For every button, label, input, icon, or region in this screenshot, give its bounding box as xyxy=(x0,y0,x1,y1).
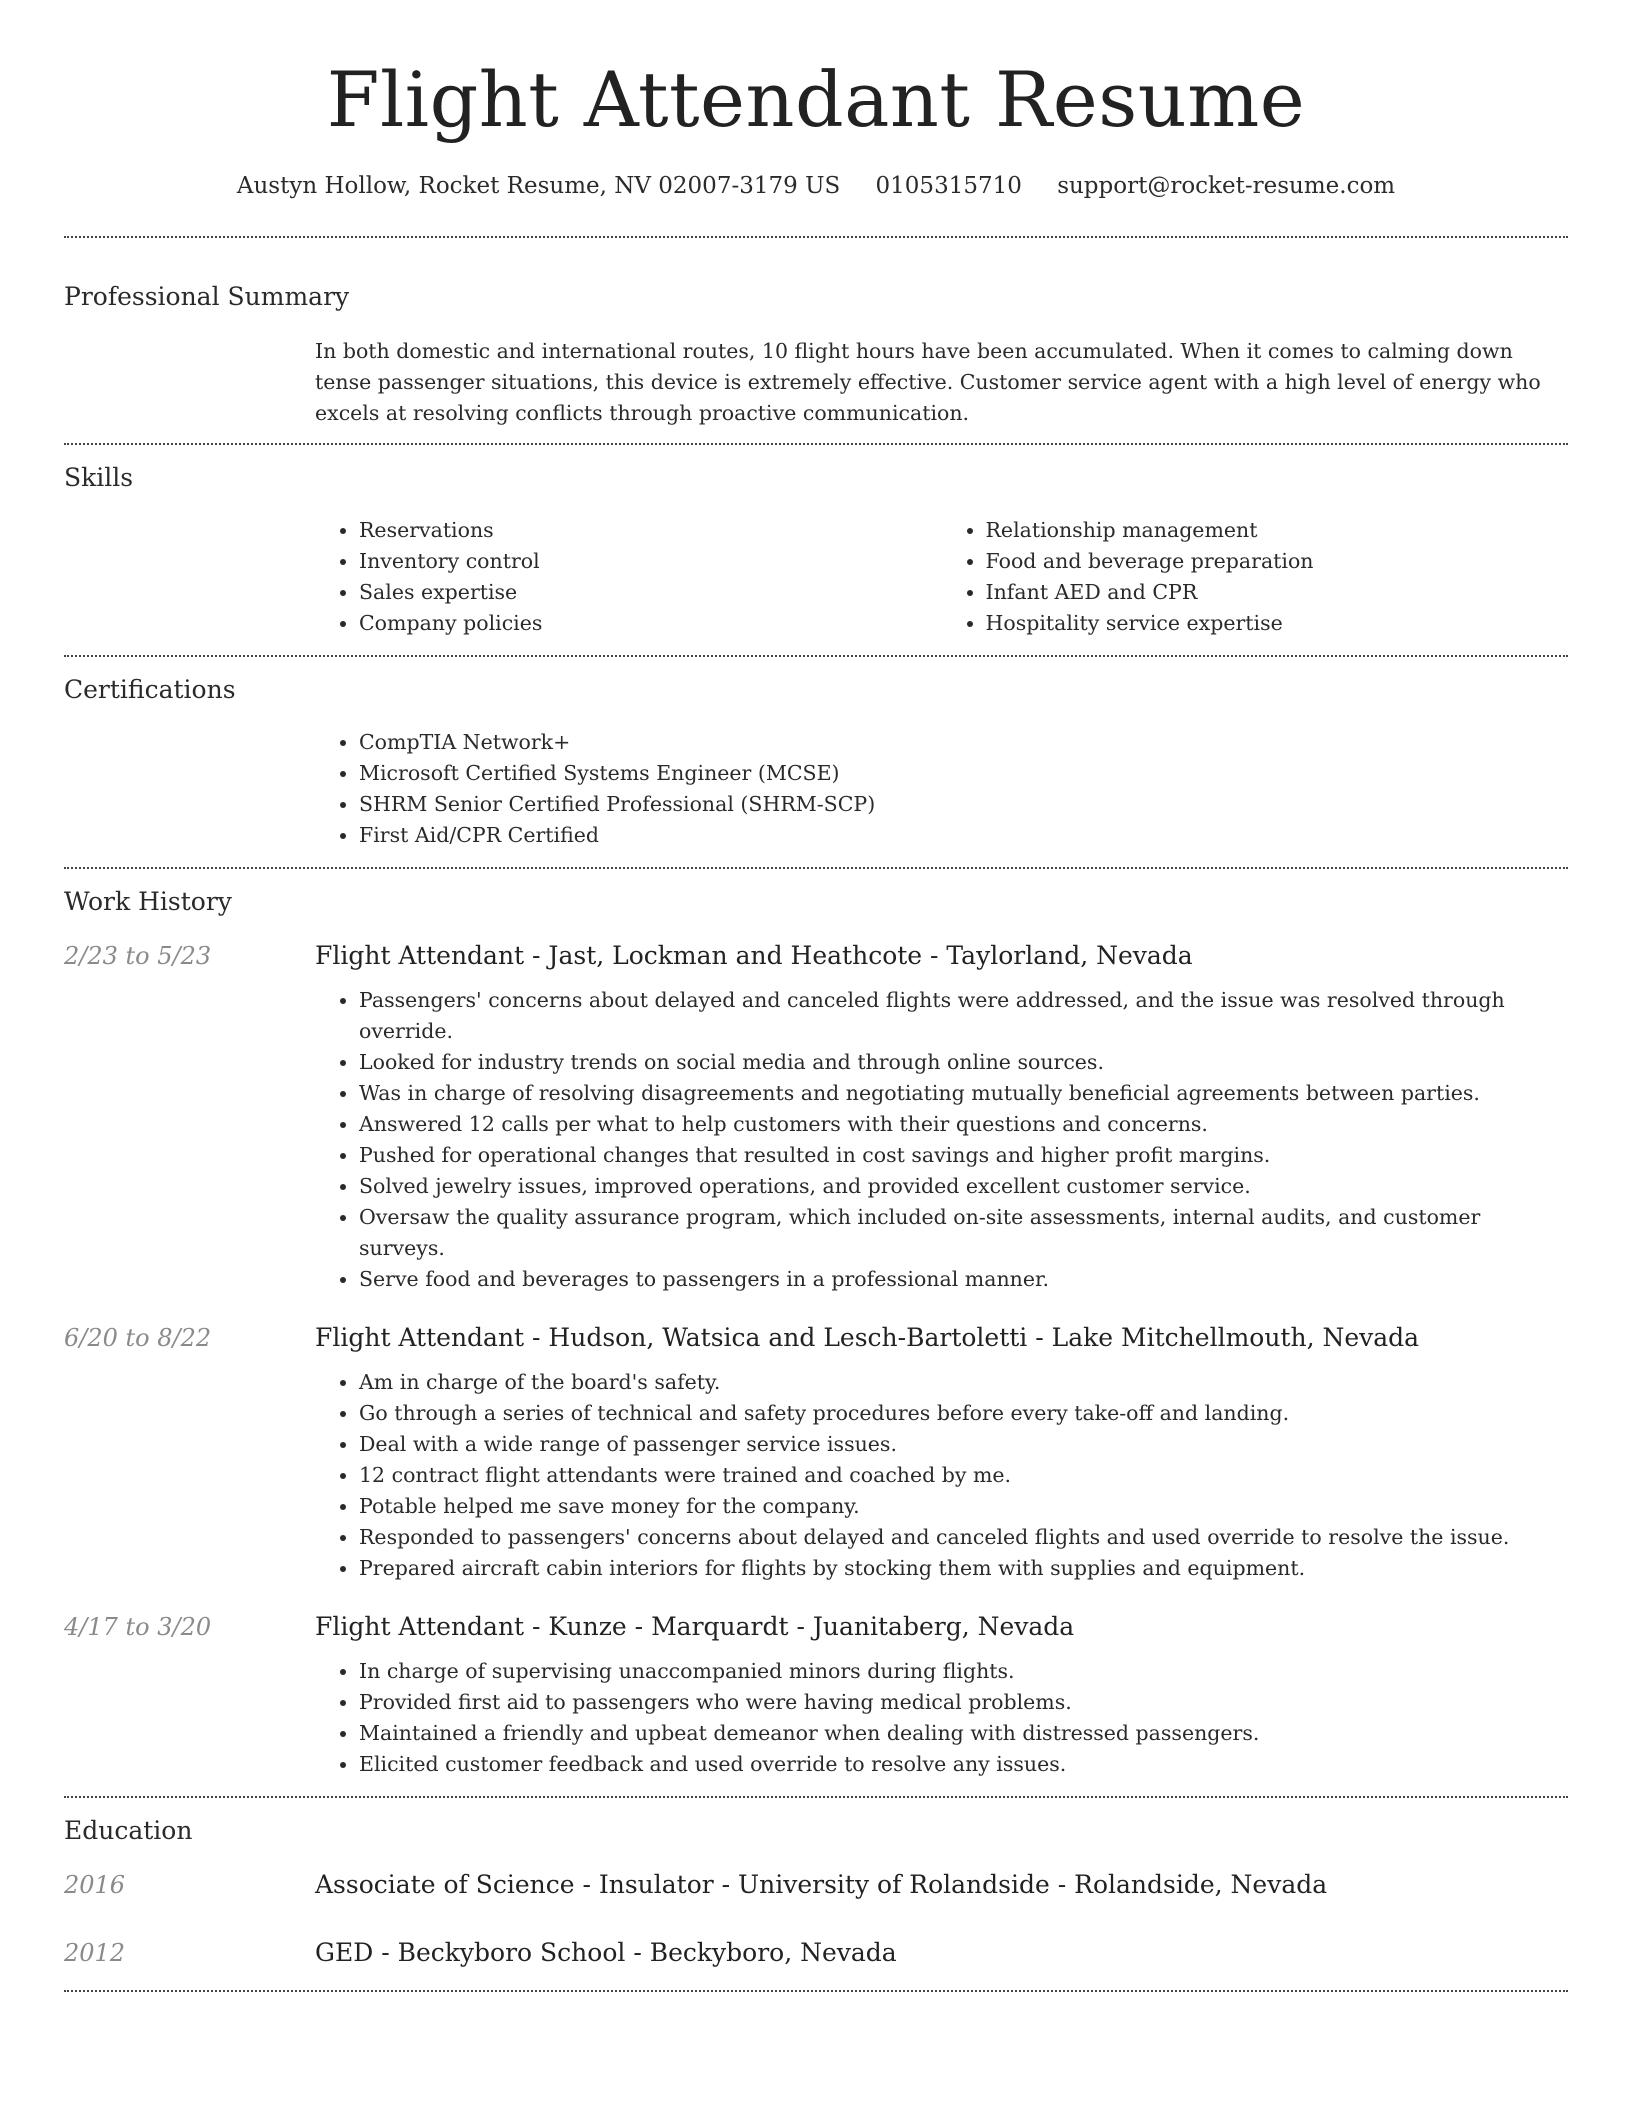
work-section xyxy=(64,869,1568,1796)
education-section xyxy=(64,1798,1568,1990)
divider xyxy=(64,1990,1568,1992)
list-item: • Was in charge of resolving disagreements and negotiating mutually beneficial agreements between parties. xyxy=(359,1078,1568,1109)
list-item: • First Aid/CPR Certified xyxy=(359,820,1568,851)
page-title: Flight Attendant Resume xyxy=(326,55,1306,144)
list-item: • Reservations xyxy=(359,515,942,546)
summary-text: In both domestic and international routes, 10 flight hours have been accumulated. When it comes to calming down tense passenger situations, this device is extremely effective. Customer service agent with a high level of energy who excels at resolving conflicts through proactive communication. xyxy=(315,339,1541,425)
job-title: Flight Attendant - Jast, Lockman and Heathcote - Taylorland, Nevada xyxy=(315,941,1193,970)
certifications-section xyxy=(64,657,1568,867)
contact-phone: 0105315710 xyxy=(875,173,1022,199)
certifications-heading: Certifications xyxy=(64,675,236,704)
list-item: • Responded to passengers' concerns about delayed and canceled flights and used override to resolve the issue. xyxy=(359,1522,1568,1553)
job-bullets xyxy=(315,1355,1568,1584)
list-item: • 12 contract flight attendants were trained and coached by me. xyxy=(359,1460,1568,1491)
job-title: Flight Attendant - Kunze - Marquardt - Juanitaberg, Nevada xyxy=(315,1612,1075,1641)
job-entry xyxy=(64,939,1568,1295)
list-item: • CompTIA Network+ xyxy=(359,727,1568,758)
job-entry xyxy=(64,1610,1568,1796)
list-item: • Oversaw the quality assurance program, which included on-site assessments, internal audits, and customer surveys. xyxy=(359,1202,1568,1264)
job-body xyxy=(315,1610,1568,1780)
list-item: • Answered 12 calls per what to help customers with their questions and concerns. xyxy=(359,1109,1568,1140)
certifications-body xyxy=(315,707,1568,867)
education-detail: Associate of Science - Insulator - University of Rolandside - Rolandside, Nevada xyxy=(315,1870,1328,1899)
list-item: • Prepared aircraft cabin interiors for flights by stocking them with supplies and equipment. xyxy=(359,1553,1568,1584)
education-detail: GED - Beckyboro School - Beckyboro, Nevada xyxy=(315,1938,897,1967)
list-item: • SHRM Senior Certified Professional (SHRM-SCP) xyxy=(359,789,1568,820)
list-item: • Maintained a friendly and upbeat demeanor when dealing with distressed passengers. xyxy=(359,1718,1568,1749)
job-body xyxy=(315,939,1568,1295)
list-item: • Pushed for operational changes that resulted in cost savings and higher profit margins. xyxy=(359,1140,1568,1171)
list-item: • Elicited customer feedback and used override to resolve any issues. xyxy=(359,1749,1568,1780)
list-item: • Provided first aid to passengers who were having medical problems. xyxy=(359,1687,1568,1718)
contact-email: support@rocket-resume.com xyxy=(1057,173,1396,199)
list-item: • Inventory control xyxy=(359,546,942,577)
job-title: Flight Attendant - Hudson, Watsica and Lesch-Bartoletti - Lake Mitchellmouth, Nevada xyxy=(315,1323,1420,1352)
list-item: • Deal with a wide range of passenger service issues. xyxy=(359,1429,1568,1460)
list-item: • Am in charge of the board's safety. xyxy=(359,1367,1568,1398)
list-item: • Microsoft Certified Systems Engineer (MCSE) xyxy=(359,758,1568,789)
job-entry xyxy=(64,1321,1568,1584)
job-dates: 6/20 to 8/22 xyxy=(64,1324,212,1352)
skills-heading: Skills xyxy=(64,463,134,492)
job-bullets xyxy=(315,1644,1568,1780)
list-item: • Hospitality service expertise xyxy=(986,608,1569,639)
summary-section xyxy=(64,238,1568,443)
work-heading: Work History xyxy=(64,887,232,916)
skills-list-right xyxy=(942,515,1569,639)
list-item: • Solved jewelry issues, improved operations, and provided excellent customer service. xyxy=(359,1171,1568,1202)
list-item: • Sales expertise xyxy=(359,577,942,608)
contact-line xyxy=(64,170,1568,202)
job-dates: 2/23 to 5/23 xyxy=(64,942,212,970)
education-entry xyxy=(64,1868,1568,1902)
education-year: 2012 xyxy=(64,1939,126,1967)
job-bullets xyxy=(315,973,1568,1295)
list-item: • Looked for industry trends on social media and through online sources. xyxy=(359,1047,1568,1078)
skills-columns xyxy=(315,495,1568,655)
certifications-list xyxy=(315,727,1568,851)
job-body xyxy=(315,1321,1568,1584)
education-heading: Education xyxy=(64,1816,193,1845)
list-item: • Serve food and beverages to passengers in a professional manner. xyxy=(359,1264,1568,1295)
list-item: • Infant AED and CPR xyxy=(986,577,1569,608)
list-item: • Go through a series of technical and safety procedures before every take-off and landing. xyxy=(359,1398,1568,1429)
list-item: • Food and beverage preparation xyxy=(986,546,1569,577)
list-item: • Potable helped me save money for the company. xyxy=(359,1491,1568,1522)
job-dates: 4/17 to 3/20 xyxy=(64,1613,212,1641)
skills-list-left xyxy=(315,515,942,639)
list-item: • Passengers' concerns about delayed and canceled flights were addressed, and the issue was resolved through override. xyxy=(359,985,1568,1047)
skills-section xyxy=(64,445,1568,655)
list-item: • In charge of supervising unaccompanied minors during flights. xyxy=(359,1656,1568,1687)
list-item: • Company policies xyxy=(359,608,942,639)
education-entry xyxy=(64,1936,1568,1970)
education-year: 2016 xyxy=(64,1871,126,1899)
contact-address: Austyn Hollow, Rocket Resume, NV 02007-3179 US xyxy=(236,173,841,199)
summary-heading: Professional Summary xyxy=(64,282,350,311)
list-item: • Relationship management xyxy=(986,515,1569,546)
